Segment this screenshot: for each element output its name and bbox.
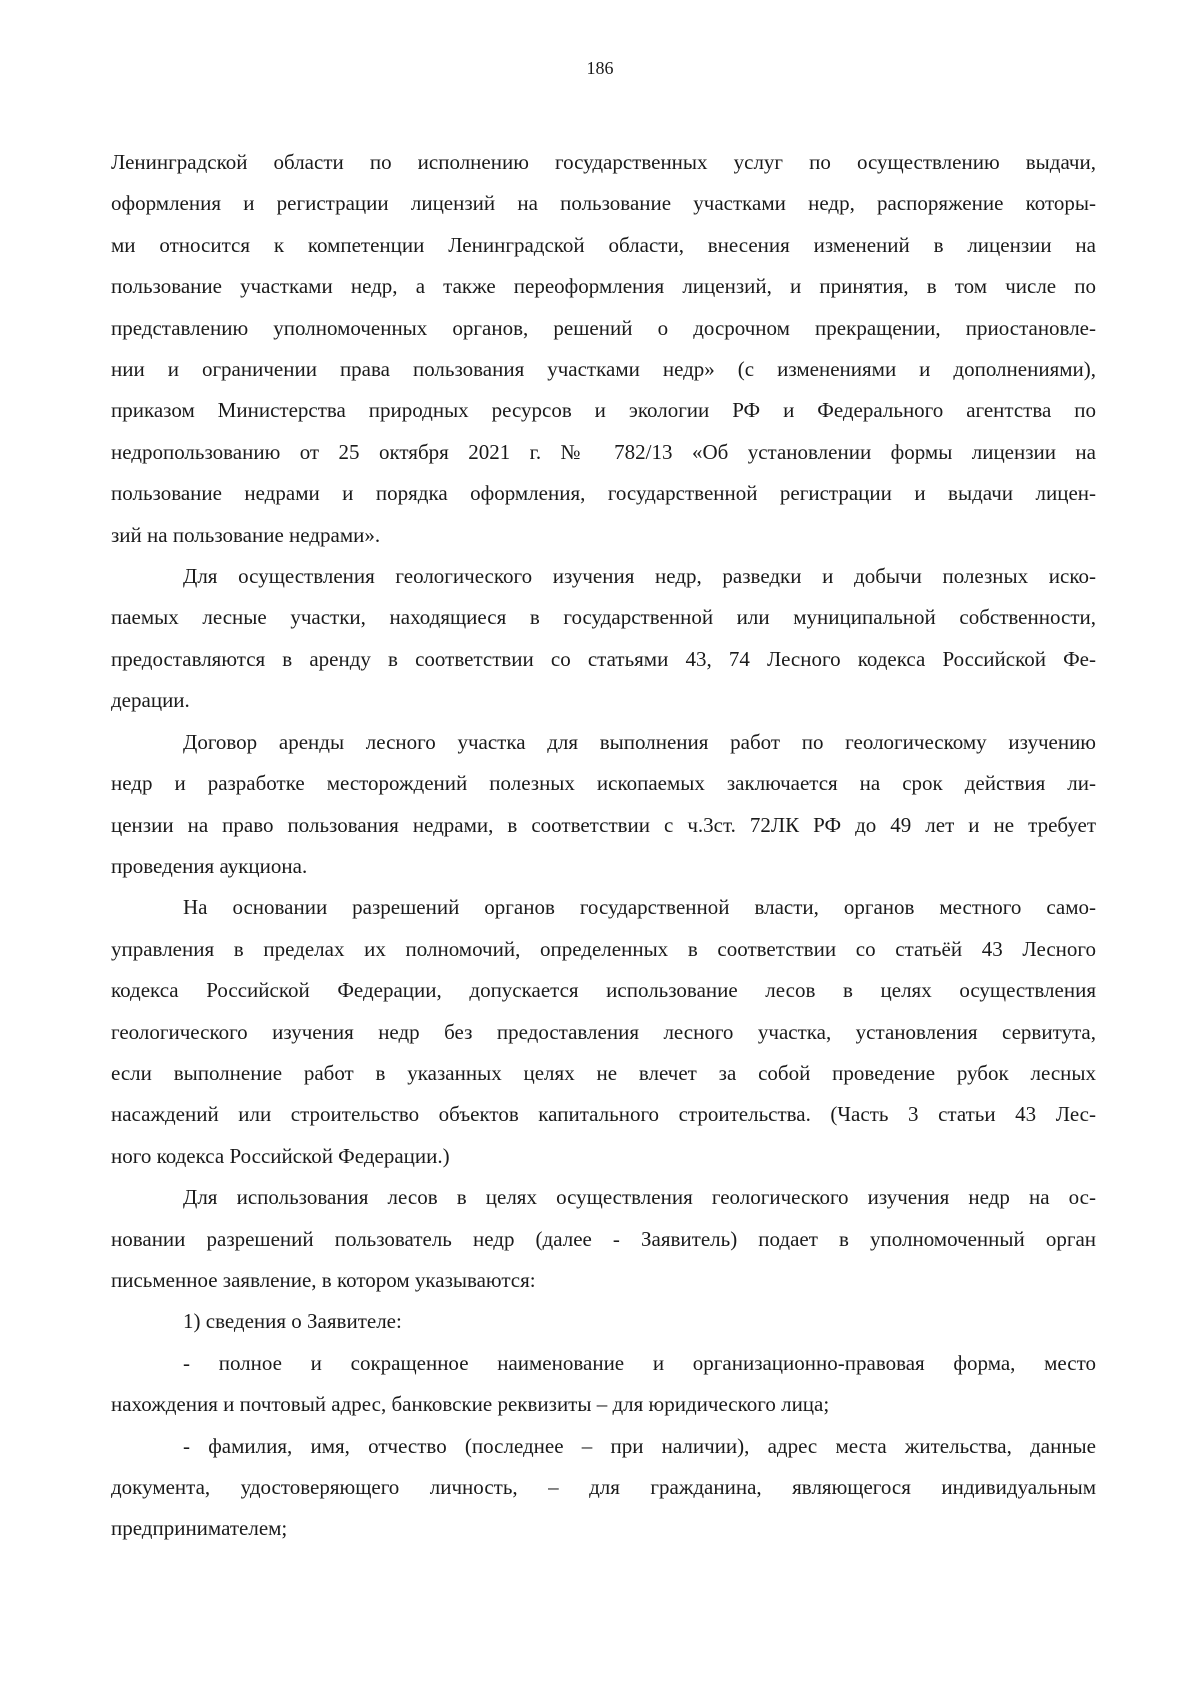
text-line: геологического изучения недр без предоставления лесного участка, установления сервитута,: [111, 1019, 1096, 1044]
text-line: письменное заявление, в котором указываются:: [111, 1267, 536, 1292]
text-line: предоставляются в аренду в соответствии со статьями 43, 74 Лесного кодекса Российской Фе-: [111, 646, 1096, 671]
paragraph-1: [111, 142, 1096, 556]
text-line: нии и ограничении права пользования участками недр» (с изменениями и дополнениями),: [111, 357, 1096, 382]
text-line: - полное и сокращенное наименование и организационно-правовая форма, место: [183, 1350, 1096, 1375]
text-line: 1) сведения о Заявителе:: [183, 1309, 402, 1334]
text-line: недр и разработке месторождений полезных ископаемых заключается на срок действия ли-: [111, 771, 1096, 796]
text-line: предпринимателем;: [111, 1516, 288, 1541]
paragraph-3: [111, 722, 1096, 888]
paragraph-4: [111, 887, 1096, 1177]
text-line: ного кодекса Российской Федерации.): [111, 1143, 450, 1168]
text-line: проведения аукциона.: [111, 853, 308, 878]
document-body: [111, 142, 1096, 1550]
text-line: нахождения и почтовый адрес, банковские реквизиты – для юридического лица;: [111, 1392, 830, 1417]
text-line: - фамилия, имя, отчество (последнее – при наличии), адрес места жительства, данные: [183, 1433, 1096, 1458]
paragraph-6: [111, 1301, 1096, 1342]
text-line: новании разрешений пользователь недр (далее - Заявитель) подает в уполномоченный орган: [111, 1226, 1096, 1251]
text-line: Договор аренды лесного участка для выполнения работ по геологическому изучению: [183, 729, 1096, 754]
paragraph-2: [111, 556, 1096, 722]
text-line: Для осуществления геологического изучения недр, разведки и добычи полезных иско-: [183, 564, 1096, 589]
page-number: 186: [586, 58, 614, 78]
text-line: насаждений или строительство объектов капитального строительства. (Часть 3 статьи 43 Лес-: [111, 1102, 1096, 1127]
text-line: если выполнение работ в указанных целях не влечет за собой проведение рубок лесных: [111, 1060, 1096, 1085]
text-line: недропользованию от 25 октября 2021 г. № 782/13 «Об установлении формы лицензии на: [111, 439, 1096, 464]
paragraph-7: [111, 1343, 1096, 1426]
text-line: ми относится к компетенции Ленинградской области, внесения изменений в лицензии на: [111, 232, 1096, 257]
text-line: пользование участками недр, а также переоформления лицензий, и принятия, в том числе по: [111, 274, 1096, 299]
text-line: Ленинградской области по исполнению государственных услуг по осуществлению выдачи,: [111, 150, 1096, 174]
text-line: На основании разрешений органов государственной власти, органов местного само-: [183, 895, 1096, 920]
text-line: дерации.: [111, 688, 190, 713]
text-line: приказом Министерства природных ресурсов и экологии РФ и Федерального агентства по: [111, 398, 1096, 423]
text-line: паемых лесные участки, находящиеся в государственной или муниципальной собственности,: [111, 605, 1096, 630]
text-line: цензии на право пользования недрами, в соответствии с ч.3ст. 72ЛК РФ до 49 лет и не требует: [111, 812, 1096, 837]
text-line: документа, удостоверяющего личность, – для гражданина, являющегося индивидуальным: [111, 1475, 1096, 1499]
paragraph-5: [111, 1177, 1096, 1301]
text-line: управления в пределах их полномочий, определенных в соответствии со статьёй 43 Лесного: [111, 936, 1096, 961]
text-line: кодекса Российской Федерации, допускается использование лесов в целях осуществления: [111, 978, 1096, 1003]
text-line: оформления и регистрации лицензий на пользование участками недр, распоряжение которы-: [111, 191, 1096, 216]
text-line: пользование недрами и порядка оформления, государственной регистрации и выдачи лицен-: [111, 481, 1096, 506]
text-line: зий на пользование недрами».: [111, 522, 381, 547]
text-line: представлению уполномоченных органов, решений о досрочном прекращении, приостановле-: [111, 315, 1096, 340]
paragraph-8: [111, 1426, 1096, 1550]
text-line: Для использования лесов в целях осуществления геологического изучения недр на ос-: [183, 1185, 1096, 1210]
